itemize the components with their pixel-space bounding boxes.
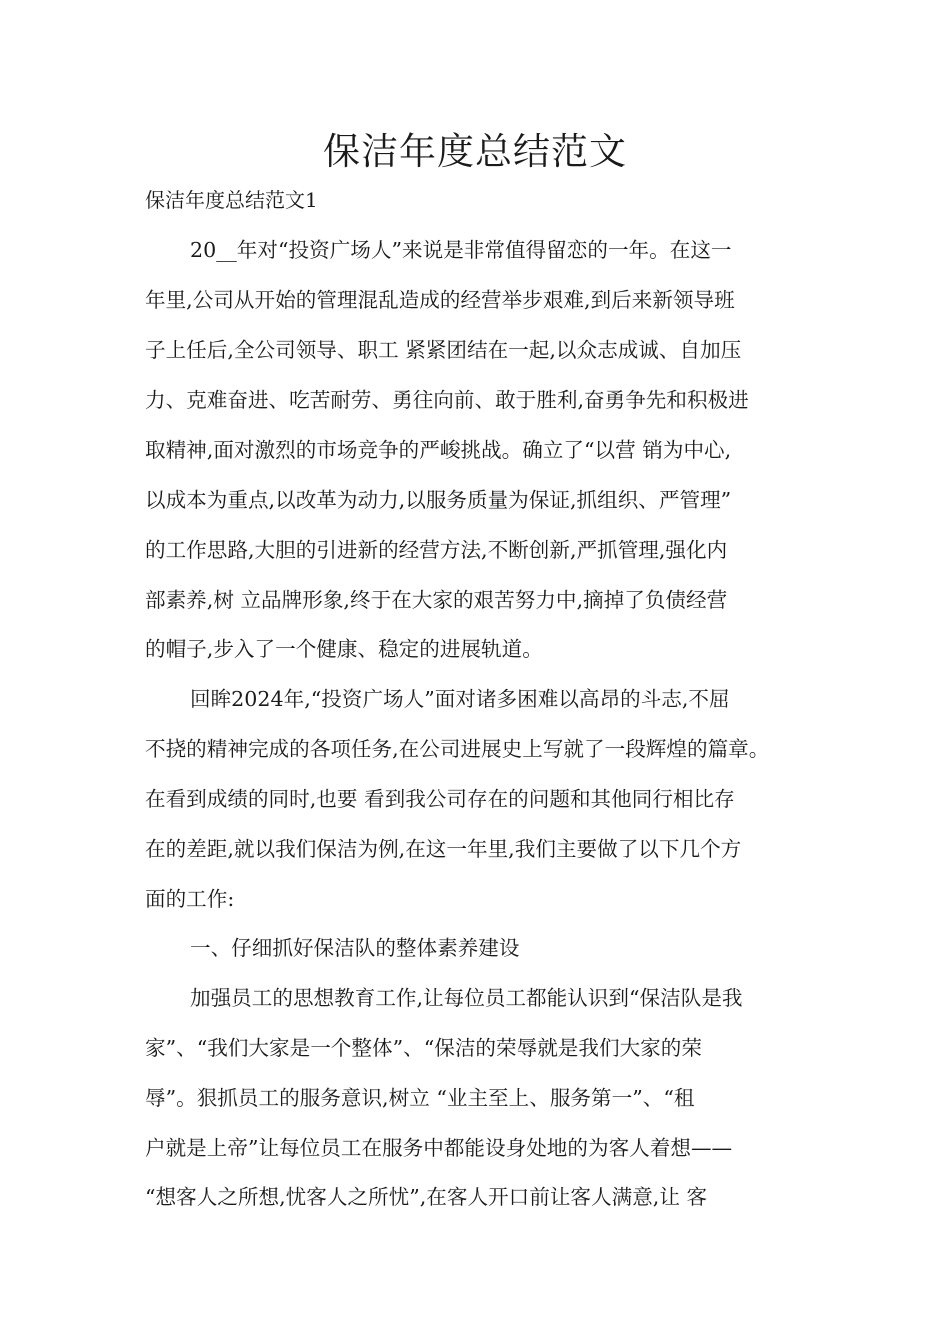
paragraph-line: 家”、“我们大家是一个整体”、“保洁的荣辱就是我们大家的荣 bbox=[145, 1036, 702, 1060]
paragraph-line: 面的工作: bbox=[145, 887, 235, 911]
paragraph-line: 在看到成绩的同时,也要 看到我公司存在的问题和其他同行相比存 bbox=[145, 787, 735, 811]
paragraph-line: 部素养,树 立品牌形象,终于在大家的艰苦努力中,摘掉了负债经营 bbox=[145, 588, 728, 612]
document-title: 保洁年度总结范文 bbox=[323, 130, 627, 173]
paragraph-line: 的工作思路,大胆的引进新的经营方法,不断创新,严抓管理,强化内 bbox=[145, 538, 728, 562]
paragraph-line: “想客人之所想,忧客人之所忧”,在客人开口前让客人满意,让 客 bbox=[145, 1185, 708, 1209]
paragraph-line: 子上任后,全公司领导、职工 紧紧团结在一起,以众志成诚、自加压 bbox=[145, 338, 742, 362]
paragraph-line: 以成本为重点,以改革为动力,以服务质量为保证,抓组织、严管理” bbox=[145, 488, 732, 512]
paragraph-line: 的帽子,步入了一个健康、稳定的进展轨道。 bbox=[145, 637, 543, 661]
paragraph-line: 力、克难奋进、吃苦耐劳、勇往向前、敢于胜利,奋勇争先和积极进 bbox=[145, 388, 749, 412]
paragraph-line: 在的差距,就以我们保洁为例,在这一年里,我们主要做了以下几个方 bbox=[145, 837, 742, 861]
paragraph-line: 取精神,面对激烈的市场竞争的严峻挑战。确立了“以营 销为中心, bbox=[145, 438, 732, 462]
paragraph-line: 回眸2024年,“投资广场人”面对诸多困难以高昂的斗志,不屈 bbox=[190, 687, 730, 711]
document-subtitle: 保洁年度总结范文1 bbox=[145, 188, 318, 212]
paragraph-line: 年里,公司从开始的管理混乱造成的经营举步艰难,到后来新领导班 bbox=[145, 288, 735, 312]
paragraph-line: 20__年对“投资广场人”来说是非常值得留恋的一年。在这一 bbox=[190, 238, 732, 262]
paragraph-line: 不挠的精神完成的各项任务,在公司进展史上写就了一段辉煌的篇章。 bbox=[145, 737, 770, 761]
paragraph-line: 辱”。狠抓员工的服务意识,树立 “业主至上、服务第一”、“租 bbox=[145, 1086, 695, 1110]
section-heading: 一、仔细抓好保洁队的整体素养建设 bbox=[190, 936, 520, 960]
paragraph-line: 加强员工的思想教育工作,让每位员工都能认识到“保洁队是我 bbox=[190, 986, 743, 1010]
paragraph-line: 户就是上帝”让每位员工在服务中都能设身处地的为客人着想—— bbox=[145, 1136, 733, 1160]
